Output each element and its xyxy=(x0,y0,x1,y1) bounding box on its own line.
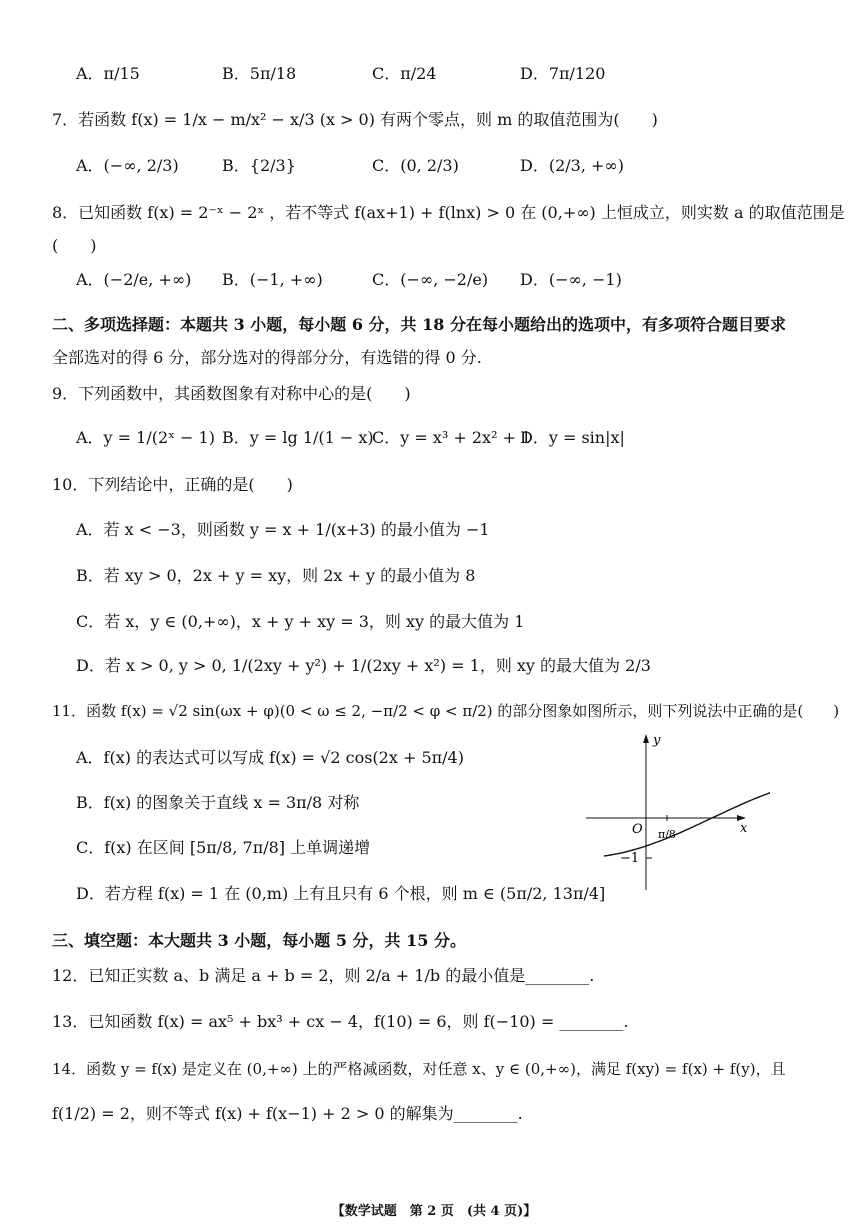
x-axis-label: x xyxy=(740,821,748,836)
q11-option-a: A．f(x) 的表达式可以写成 f(x) = √2 cos(2x + 5π/4) xyxy=(76,748,464,767)
q10-option-d: D．若 x > 0, y > 0, 1/(2xy + y²) + 1/(2xy + x²) = 1，则 xy 的最大值为 2/3 xyxy=(76,656,651,675)
section2-rules: 全部选对的得 6 分，部分选对的得部分分，有选错的得 0 分. xyxy=(52,348,482,367)
q10-option-a: A．若 x < −3，则函数 y = x + 1/(x+3) 的最小值为 −1 xyxy=(76,520,490,539)
y-axis-arrow xyxy=(643,734,649,743)
tick-label-pi8: π/8 xyxy=(658,828,676,841)
q7-option-b: B．{2/3} xyxy=(222,156,296,175)
q6-option-d: D．7π/120 xyxy=(520,64,606,83)
q8-option-b: B．(−1, +∞) xyxy=(222,270,323,289)
q8-option-a: A．(−2/e, +∞) xyxy=(76,270,192,289)
q9-option-c: C．y = x³ + 2x² + 1 xyxy=(372,428,532,447)
q13-text: 13．已知函数 f(x) = ax⁵ + bx³ + cx − 4，f(10) = 6，则 f(−10) = ________. xyxy=(52,1012,629,1031)
q14-line2: f(1/2) = 2，则不等式 f(x) + f(x−1) + 2 > 0 的解集为________. xyxy=(52,1104,523,1123)
q9-option-a: A．y = 1/(2ˣ − 1) xyxy=(76,428,215,447)
q10-option-b: B．若 xy > 0，2x + y = xy，则 2x + y 的最小值为 8 xyxy=(76,566,476,585)
q7-option-c: C．(0, 2/3) xyxy=(372,156,459,175)
page-footer: 【数学试题 第 2 页 (共 4 页)】 xyxy=(331,1204,537,1219)
sine-curve xyxy=(604,778,770,856)
q9-option-b: B．y = lg 1/(1 − x) xyxy=(222,428,374,447)
q12-text: 12．已知正实数 a、b 满足 a + b = 2，则 2/a + 1/b 的最小值是________. xyxy=(52,966,595,985)
section3-heading: 三、填空题：本大题共 3 小题，每小题 5 分，共 15 分。 xyxy=(52,931,466,950)
q8-option-c: C．(−∞, −2/e) xyxy=(372,270,489,289)
y-axis-label: y xyxy=(653,733,661,748)
section2-heading: 二、多项选择题：本题共 3 小题，每小题 6 分，共 18 分在每小题给出的选项中，有多项符合题目要求 xyxy=(52,315,786,334)
q6-option-c: C．π/24 xyxy=(372,64,437,83)
q10-stem: 10．下列结论中，正确的是( ) xyxy=(52,475,293,494)
q7-option-a: A．(−∞, 2/3) xyxy=(76,156,179,175)
q7-option-d: D．(2/3, +∞) xyxy=(520,156,624,175)
q9-option-d: D．y = sin|x| xyxy=(520,428,625,447)
q11-option-c: C．f(x) 在区间 [5π/8, 7π/8] 上单调递增 xyxy=(76,838,371,857)
tick-label-neg1: −1 xyxy=(620,851,640,866)
q7-stem: 7．若函数 f(x) = 1/x − m/x² − x/3 (x > 0) 有两个零点，则 m 的取值范围为( ) xyxy=(52,110,658,129)
q8-option-d: D．(−∞, −1) xyxy=(520,270,622,289)
q11-stem: 11．函数 f(x) = √2 sin(ωx + φ)(0 < ω ≤ 2, −π/2 < φ < π/2) 的部分图象如图所示，则下列说法中正确的是( ) xyxy=(52,702,840,720)
q14-line1: 14．函数 y = f(x) 是定义在 (0,+∞) 上的严格减函数，对任意 x、y ∈ (0,+∞)，满足 f(xy) = f(x) + f(y)，且 xyxy=(52,1060,786,1078)
q8-bracket: ( ) xyxy=(52,236,97,255)
q10-option-c: C．若 x，y ∈ (0,+∞)，x + y + xy = 3，则 xy 的最大值为 1 xyxy=(76,612,525,631)
q6-option-b: B．5π/18 xyxy=(222,64,297,83)
origin-label: O xyxy=(632,822,643,837)
q11-option-d: D．若方程 f(x) = 1 在 (0,m) 上有且只有 6 个根，则 m ∈ (5π/2, 13π/4] xyxy=(76,884,606,903)
q11-function-graph xyxy=(580,730,770,895)
q9-stem: 9．下列函数中，其函数图象有对称中心的是( ) xyxy=(52,384,411,403)
q8-stem: 8．已知函数 f(x) = 2⁻ˣ − 2ˣ ，若不等式 f(ax+1) + f(lnx) > 0 在 (0,+∞) 上恒成立，则实数 a 的取值范围是 xyxy=(52,203,845,222)
q11-option-b: B．f(x) 的图象关于直线 x = 3π/8 对称 xyxy=(76,793,360,812)
q6-option-a: A．π/15 xyxy=(76,64,140,83)
